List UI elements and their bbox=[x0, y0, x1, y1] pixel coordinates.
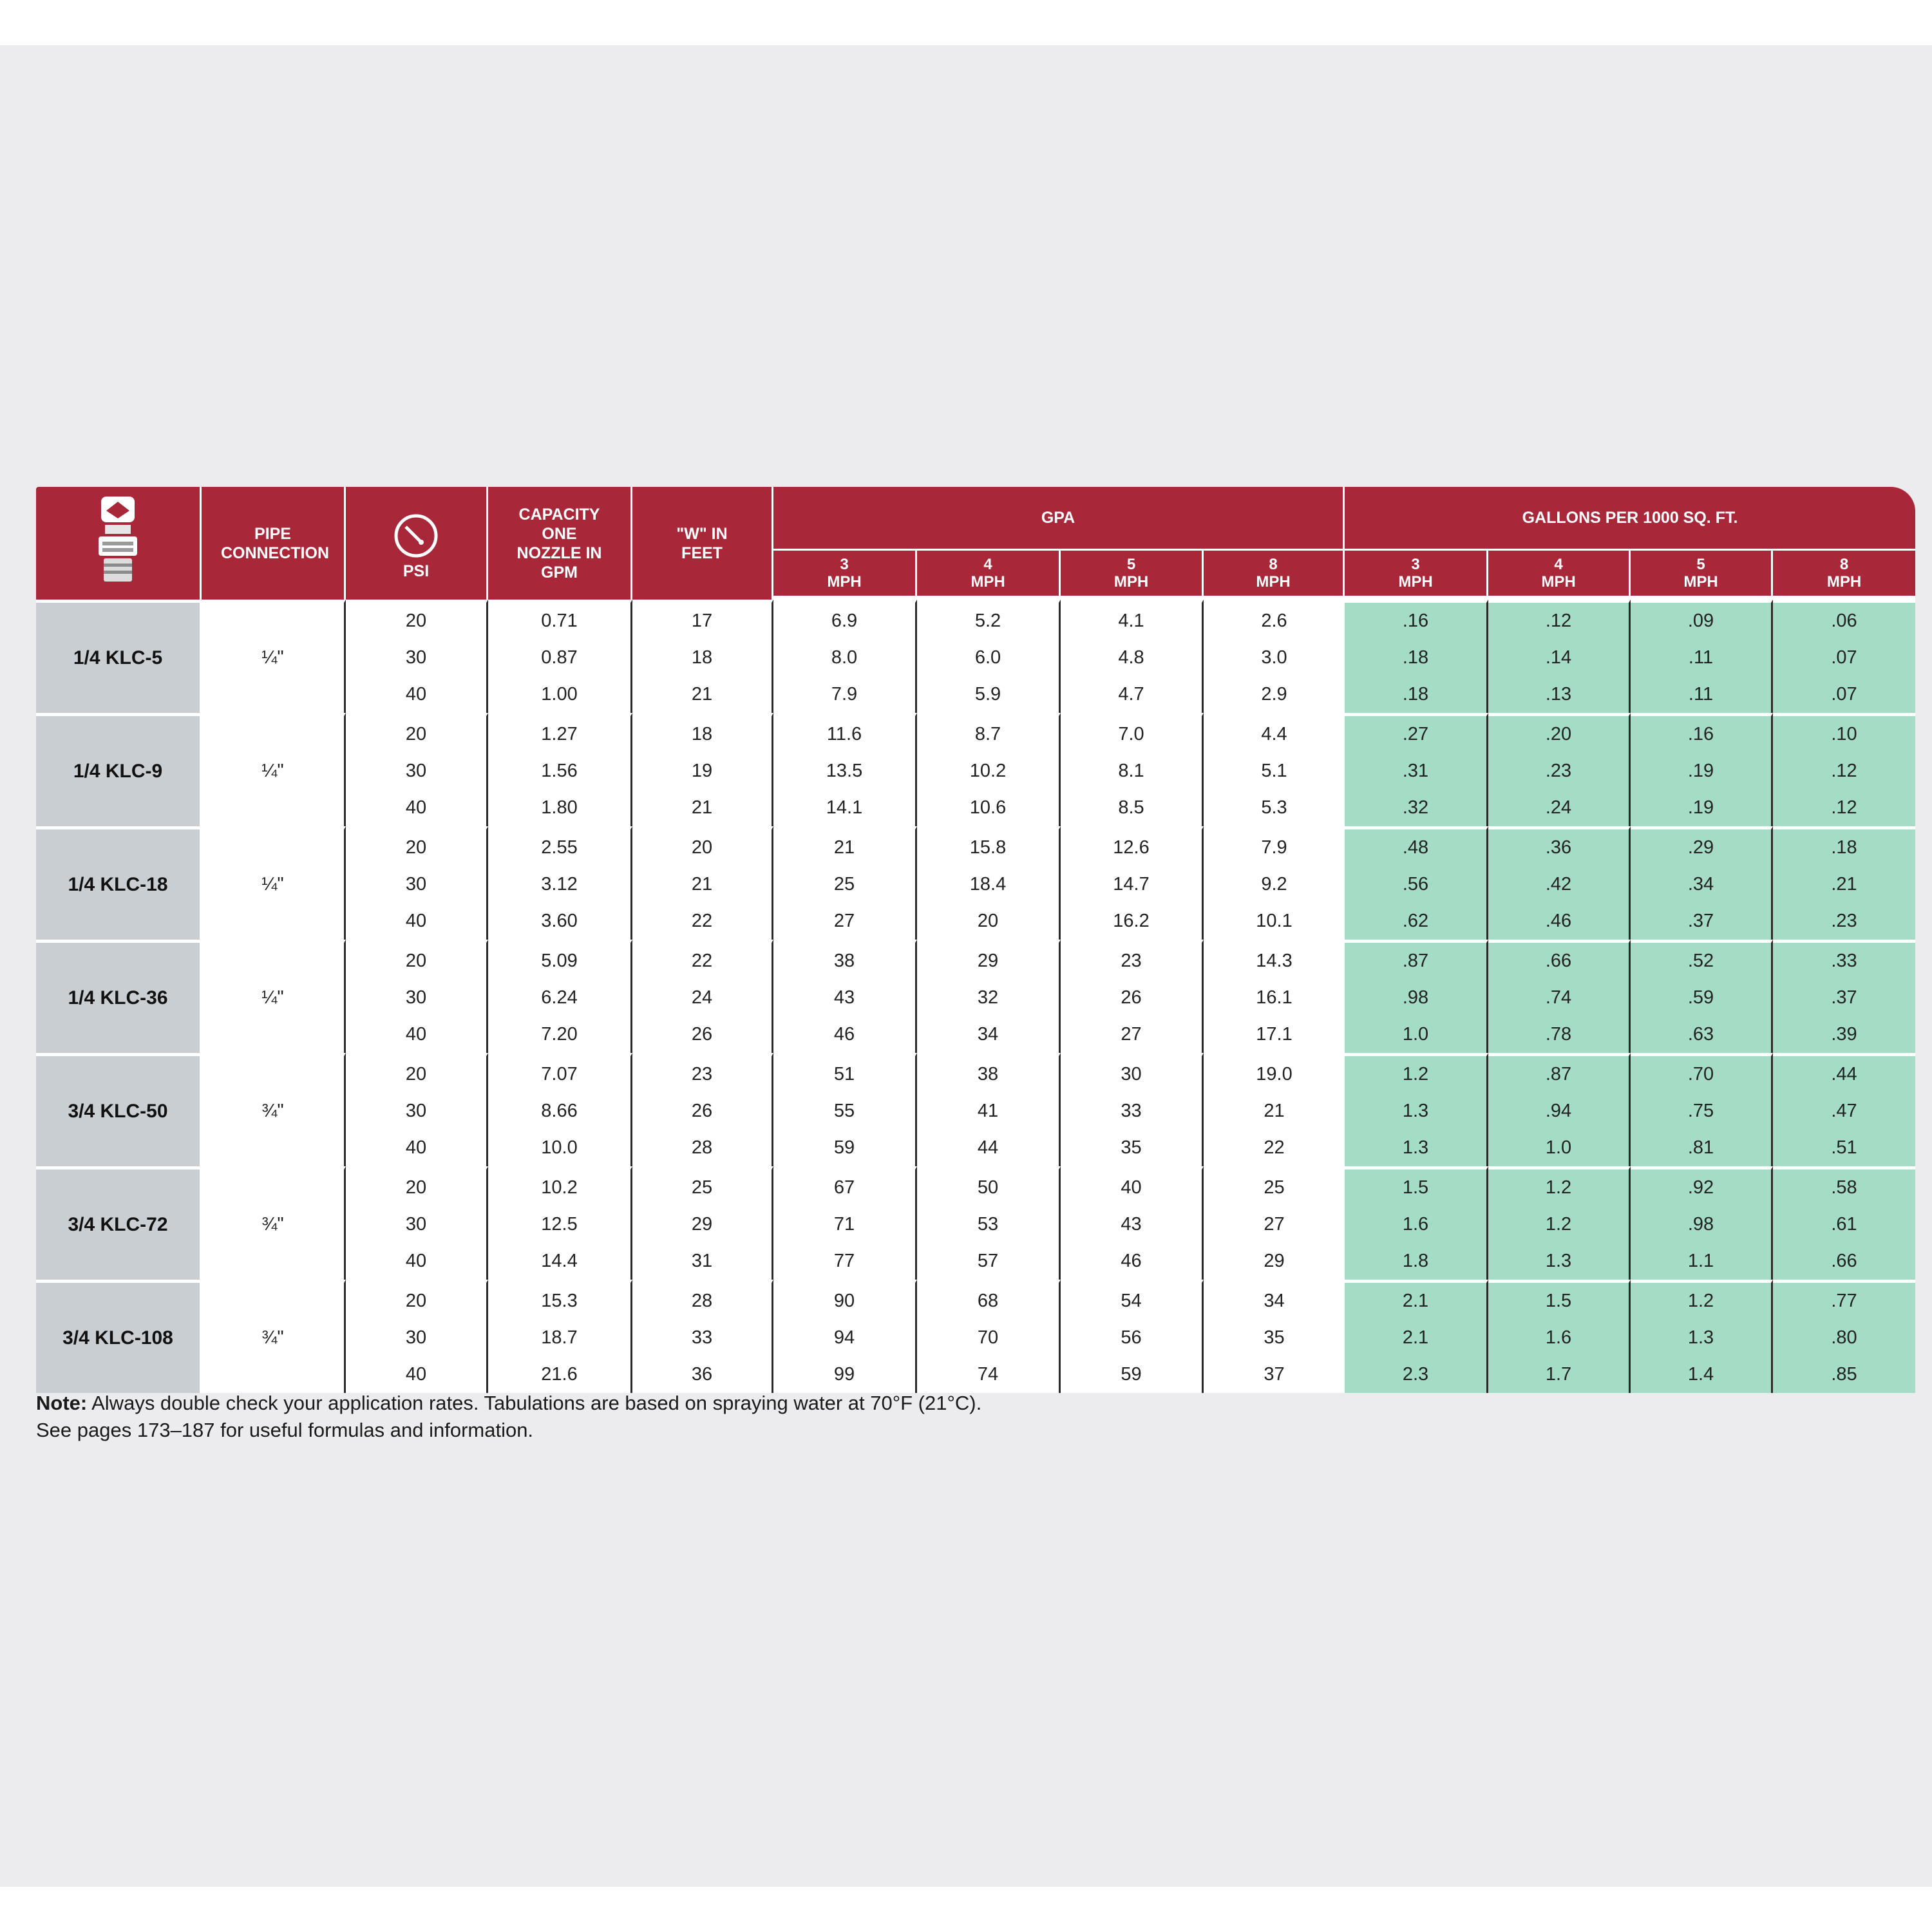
cell-gal1000-5mph: .37 bbox=[1631, 903, 1773, 940]
cell-w-feet: 33 bbox=[632, 1320, 773, 1356]
gpa-speed-8: 8 MPH bbox=[1204, 549, 1345, 600]
cell-gpa-8mph: 14.3 bbox=[1204, 940, 1345, 980]
cell-gpa-4mph: 10.6 bbox=[917, 790, 1061, 826]
col-w-in-feet: "W" IN FEET bbox=[632, 487, 773, 600]
cell-psi: 40 bbox=[346, 1356, 488, 1393]
cell-psi: 30 bbox=[346, 1093, 488, 1130]
model-name: 1/4 KLC-36 bbox=[36, 940, 202, 1053]
cell-gpa-5mph: 35 bbox=[1061, 1130, 1204, 1166]
cell-w-feet: 19 bbox=[632, 753, 773, 790]
table-row bbox=[36, 1053, 1915, 1093]
nozzle-logo-header bbox=[36, 487, 202, 600]
cell-gal1000-3mph: 1.8 bbox=[1345, 1243, 1488, 1280]
gpa-speed-5: 5 MPH bbox=[1061, 549, 1204, 600]
footnote bbox=[36, 1390, 1453, 1444]
cell-gal1000-8mph: .07 bbox=[1773, 676, 1915, 713]
pipe-connection-size: ¼" bbox=[202, 826, 346, 940]
cell-gal1000-4mph: 1.7 bbox=[1488, 1356, 1631, 1393]
psi-label: PSI bbox=[402, 562, 430, 580]
cell-gal1000-4mph: 1.5 bbox=[1488, 1280, 1631, 1320]
cell-capacity-gpm: 12.5 bbox=[488, 1206, 632, 1243]
cell-gal1000-8mph: .06 bbox=[1773, 600, 1915, 639]
cell-capacity-gpm: 15.3 bbox=[488, 1280, 632, 1320]
note-line-1: Always double check your application rates. Tabulations are based on spraying water at 70°F (21°C). bbox=[87, 1392, 982, 1414]
cell-psi: 30 bbox=[346, 639, 488, 676]
cell-w-feet: 31 bbox=[632, 1243, 773, 1280]
cell-psi: 20 bbox=[346, 1053, 488, 1093]
cell-psi: 20 bbox=[346, 940, 488, 980]
cell-gpa-5mph: 26 bbox=[1061, 980, 1204, 1016]
cell-gpa-3mph: 25 bbox=[773, 866, 917, 903]
cell-gpa-3mph: 6.9 bbox=[773, 600, 917, 639]
cell-gpa-4mph: 32 bbox=[917, 980, 1061, 1016]
cell-capacity-gpm: 5.09 bbox=[488, 940, 632, 980]
table-row bbox=[36, 940, 1915, 980]
cell-capacity-gpm: 3.60 bbox=[488, 903, 632, 940]
cell-gpa-5mph: 43 bbox=[1061, 1206, 1204, 1243]
cell-capacity-gpm: 14.4 bbox=[488, 1243, 632, 1280]
cell-gpa-3mph: 90 bbox=[773, 1280, 917, 1320]
cell-gal1000-3mph: 1.2 bbox=[1345, 1053, 1488, 1093]
cell-gal1000-3mph: 2.1 bbox=[1345, 1280, 1488, 1320]
cell-psi: 20 bbox=[346, 826, 488, 866]
cell-gal1000-3mph: .18 bbox=[1345, 639, 1488, 676]
cell-gal1000-4mph: 1.2 bbox=[1488, 1206, 1631, 1243]
pipe-connection-size: ¾" bbox=[202, 1280, 346, 1393]
cell-gal1000-4mph: .12 bbox=[1488, 600, 1631, 639]
cell-gal1000-8mph: .58 bbox=[1773, 1166, 1915, 1206]
cell-gal1000-8mph: .12 bbox=[1773, 753, 1915, 790]
cell-gpa-4mph: 53 bbox=[917, 1206, 1061, 1243]
cell-capacity-gpm: 7.07 bbox=[488, 1053, 632, 1093]
note-label: Note: bbox=[36, 1392, 88, 1414]
cell-gal1000-5mph: .98 bbox=[1631, 1206, 1773, 1243]
cell-gpa-4mph: 20 bbox=[917, 903, 1061, 940]
cell-gpa-5mph: 4.7 bbox=[1061, 676, 1204, 713]
cell-gpa-4mph: 8.7 bbox=[917, 713, 1061, 753]
table-row bbox=[36, 713, 1915, 753]
col-psi bbox=[346, 487, 488, 600]
cell-gpa-8mph: 2.9 bbox=[1204, 676, 1345, 713]
cell-w-feet: 22 bbox=[632, 940, 773, 980]
cell-psi: 40 bbox=[346, 1130, 488, 1166]
cell-w-feet: 25 bbox=[632, 1166, 773, 1206]
cell-gpa-8mph: 2.6 bbox=[1204, 600, 1345, 639]
col-group-gpa: GPA bbox=[773, 487, 1345, 549]
cell-gpa-3mph: 8.0 bbox=[773, 639, 917, 676]
cell-w-feet: 21 bbox=[632, 866, 773, 903]
cell-gal1000-3mph: .27 bbox=[1345, 713, 1488, 753]
cell-gal1000-4mph: .13 bbox=[1488, 676, 1631, 713]
cell-gpa-3mph: 11.6 bbox=[773, 713, 917, 753]
cell-w-feet: 28 bbox=[632, 1130, 773, 1166]
cell-psi: 20 bbox=[346, 1166, 488, 1206]
cell-gal1000-5mph: .63 bbox=[1631, 1016, 1773, 1053]
cell-gpa-5mph: 59 bbox=[1061, 1356, 1204, 1393]
cell-gpa-5mph: 4.1 bbox=[1061, 600, 1204, 639]
cell-w-feet: 23 bbox=[632, 1053, 773, 1093]
cell-gal1000-5mph: .70 bbox=[1631, 1053, 1773, 1093]
cell-capacity-gpm: 1.56 bbox=[488, 753, 632, 790]
cell-gal1000-5mph: .19 bbox=[1631, 790, 1773, 826]
cell-gpa-4mph: 38 bbox=[917, 1053, 1061, 1093]
cell-w-feet: 21 bbox=[632, 790, 773, 826]
cell-gpa-8mph: 22 bbox=[1204, 1130, 1345, 1166]
cell-w-feet: 36 bbox=[632, 1356, 773, 1393]
cell-gal1000-8mph: .33 bbox=[1773, 940, 1915, 980]
cell-gal1000-3mph: .62 bbox=[1345, 903, 1488, 940]
model-name: 3/4 KLC-108 bbox=[36, 1280, 202, 1393]
cell-gal1000-8mph: .51 bbox=[1773, 1130, 1915, 1166]
cell-capacity-gpm: 10.2 bbox=[488, 1166, 632, 1206]
cell-gpa-3mph: 21 bbox=[773, 826, 917, 866]
cell-gal1000-5mph: 1.2 bbox=[1631, 1280, 1773, 1320]
cell-gal1000-4mph: .74 bbox=[1488, 980, 1631, 1016]
cell-gal1000-8mph: .80 bbox=[1773, 1320, 1915, 1356]
cell-gpa-4mph: 57 bbox=[917, 1243, 1061, 1280]
nozzle-icon bbox=[92, 493, 144, 589]
cell-gal1000-3mph: .98 bbox=[1345, 980, 1488, 1016]
cell-gpa-3mph: 77 bbox=[773, 1243, 917, 1280]
gal1000-speed-3: 3 MPH bbox=[1345, 549, 1488, 600]
cell-capacity-gpm: 6.24 bbox=[488, 980, 632, 1016]
cell-capacity-gpm: 2.55 bbox=[488, 826, 632, 866]
cell-gpa-8mph: 29 bbox=[1204, 1243, 1345, 1280]
cell-gal1000-8mph: .23 bbox=[1773, 903, 1915, 940]
spray-tip-table bbox=[36, 487, 1915, 1393]
cell-gal1000-3mph: 2.1 bbox=[1345, 1320, 1488, 1356]
cell-gal1000-3mph: .87 bbox=[1345, 940, 1488, 980]
cell-gal1000-5mph: .59 bbox=[1631, 980, 1773, 1016]
model-name: 1/4 KLC-9 bbox=[36, 713, 202, 826]
cell-gpa-8mph: 25 bbox=[1204, 1166, 1345, 1206]
cell-gpa-4mph: 5.9 bbox=[917, 676, 1061, 713]
cell-gpa-5mph: 14.7 bbox=[1061, 866, 1204, 903]
cell-gal1000-4mph: 1.3 bbox=[1488, 1243, 1631, 1280]
cell-gpa-5mph: 7.0 bbox=[1061, 713, 1204, 753]
pipe-connection-size: ¼" bbox=[202, 600, 346, 713]
cell-capacity-gpm: 8.66 bbox=[488, 1093, 632, 1130]
model-name: 1/4 KLC-18 bbox=[36, 826, 202, 940]
cell-gal1000-4mph: .46 bbox=[1488, 903, 1631, 940]
cell-gal1000-8mph: .47 bbox=[1773, 1093, 1915, 1130]
cell-psi: 30 bbox=[346, 753, 488, 790]
cell-gal1000-5mph: .11 bbox=[1631, 639, 1773, 676]
cell-gpa-4mph: 5.2 bbox=[917, 600, 1061, 639]
cell-psi: 20 bbox=[346, 713, 488, 753]
cell-gpa-3mph: 7.9 bbox=[773, 676, 917, 713]
cell-gal1000-8mph: .10 bbox=[1773, 713, 1915, 753]
cell-gal1000-4mph: .94 bbox=[1488, 1093, 1631, 1130]
cell-gpa-8mph: 17.1 bbox=[1204, 1016, 1345, 1053]
cell-psi: 30 bbox=[346, 1320, 488, 1356]
cell-gpa-4mph: 15.8 bbox=[917, 826, 1061, 866]
cell-capacity-gpm: 7.20 bbox=[488, 1016, 632, 1053]
cell-gal1000-4mph: .66 bbox=[1488, 940, 1631, 980]
cell-gpa-5mph: 8.5 bbox=[1061, 790, 1204, 826]
cell-gal1000-4mph: 1.6 bbox=[1488, 1320, 1631, 1356]
cell-gpa-5mph: 54 bbox=[1061, 1280, 1204, 1320]
spray-tip-table-container bbox=[36, 487, 1915, 1393]
cell-gpa-4mph: 41 bbox=[917, 1093, 1061, 1130]
table-row bbox=[36, 1280, 1915, 1320]
cell-gal1000-5mph: .52 bbox=[1631, 940, 1773, 980]
cell-gal1000-5mph: .92 bbox=[1631, 1166, 1773, 1206]
cell-gal1000-5mph: .11 bbox=[1631, 676, 1773, 713]
cell-gpa-4mph: 6.0 bbox=[917, 639, 1061, 676]
cell-gpa-3mph: 51 bbox=[773, 1053, 917, 1093]
pipe-connection-size: ¾" bbox=[202, 1166, 346, 1280]
cell-gpa-4mph: 10.2 bbox=[917, 753, 1061, 790]
cell-w-feet: 17 bbox=[632, 600, 773, 639]
cell-gal1000-3mph: .18 bbox=[1345, 676, 1488, 713]
cell-psi: 20 bbox=[346, 600, 488, 639]
cell-gpa-8mph: 27 bbox=[1204, 1206, 1345, 1243]
cell-capacity-gpm: 10.0 bbox=[488, 1130, 632, 1166]
cell-gpa-8mph: 10.1 bbox=[1204, 903, 1345, 940]
cell-gpa-5mph: 23 bbox=[1061, 940, 1204, 980]
cell-capacity-gpm: 1.80 bbox=[488, 790, 632, 826]
cell-gpa-3mph: 38 bbox=[773, 940, 917, 980]
gal1000-speed-5: 5 MPH bbox=[1631, 549, 1773, 600]
cell-gal1000-5mph: .09 bbox=[1631, 600, 1773, 639]
cell-gpa-4mph: 70 bbox=[917, 1320, 1061, 1356]
gal1000-speed-8: 8 MPH bbox=[1773, 549, 1915, 600]
cell-gpa-4mph: 50 bbox=[917, 1166, 1061, 1206]
gpa-speed-3: 3 MPH bbox=[773, 549, 917, 600]
cell-gpa-8mph: 16.1 bbox=[1204, 980, 1345, 1016]
cell-w-feet: 26 bbox=[632, 1016, 773, 1053]
cell-gpa-5mph: 16.2 bbox=[1061, 903, 1204, 940]
note-line-2: See pages 173–187 for useful formulas and information. bbox=[36, 1419, 534, 1441]
cell-gal1000-3mph: .32 bbox=[1345, 790, 1488, 826]
cell-gal1000-3mph: .31 bbox=[1345, 753, 1488, 790]
table-row bbox=[36, 826, 1915, 866]
cell-gpa-3mph: 71 bbox=[773, 1206, 917, 1243]
cell-psi: 30 bbox=[346, 1206, 488, 1243]
cell-gpa-8mph: 5.3 bbox=[1204, 790, 1345, 826]
cell-gpa-8mph: 3.0 bbox=[1204, 639, 1345, 676]
cell-gal1000-8mph: .07 bbox=[1773, 639, 1915, 676]
cell-gpa-3mph: 46 bbox=[773, 1016, 917, 1053]
cell-gal1000-3mph: .48 bbox=[1345, 826, 1488, 866]
cell-gal1000-3mph: 1.0 bbox=[1345, 1016, 1488, 1053]
cell-psi: 40 bbox=[346, 903, 488, 940]
cell-gal1000-4mph: .20 bbox=[1488, 713, 1631, 753]
cell-psi: 40 bbox=[346, 676, 488, 713]
cell-gal1000-8mph: .66 bbox=[1773, 1243, 1915, 1280]
cell-gpa-5mph: 4.8 bbox=[1061, 639, 1204, 676]
cell-gpa-5mph: 40 bbox=[1061, 1166, 1204, 1206]
cell-gal1000-4mph: .87 bbox=[1488, 1053, 1631, 1093]
cell-gpa-4mph: 29 bbox=[917, 940, 1061, 980]
cell-w-feet: 29 bbox=[632, 1206, 773, 1243]
cell-gpa-3mph: 94 bbox=[773, 1320, 917, 1356]
cell-gal1000-8mph: .18 bbox=[1773, 826, 1915, 866]
cell-w-feet: 24 bbox=[632, 980, 773, 1016]
cell-gal1000-8mph: .85 bbox=[1773, 1356, 1915, 1393]
cell-gal1000-8mph: .77 bbox=[1773, 1280, 1915, 1320]
pipe-connection-size: ¼" bbox=[202, 713, 346, 826]
cell-gpa-5mph: 30 bbox=[1061, 1053, 1204, 1093]
gal1000-speed-4: 4 MPH bbox=[1488, 549, 1631, 600]
cell-gal1000-3mph: 1.6 bbox=[1345, 1206, 1488, 1243]
cell-gal1000-4mph: .14 bbox=[1488, 639, 1631, 676]
cell-gpa-5mph: 46 bbox=[1061, 1243, 1204, 1280]
cell-w-feet: 26 bbox=[632, 1093, 773, 1130]
cell-gpa-3mph: 99 bbox=[773, 1356, 917, 1393]
cell-psi: 40 bbox=[346, 790, 488, 826]
cell-psi: 30 bbox=[346, 980, 488, 1016]
cell-w-feet: 28 bbox=[632, 1280, 773, 1320]
cell-gal1000-5mph: .29 bbox=[1631, 826, 1773, 866]
pipe-connection-size: ¼" bbox=[202, 940, 346, 1053]
table-body bbox=[36, 600, 1915, 1393]
cell-gal1000-5mph: .81 bbox=[1631, 1130, 1773, 1166]
cell-gal1000-8mph: .21 bbox=[1773, 866, 1915, 903]
table-row bbox=[36, 1166, 1915, 1206]
cell-w-feet: 18 bbox=[632, 713, 773, 753]
cell-gal1000-5mph: 1.4 bbox=[1631, 1356, 1773, 1393]
cell-gal1000-4mph: .23 bbox=[1488, 753, 1631, 790]
pressure-gauge-icon bbox=[393, 513, 439, 559]
cell-gpa-8mph: 4.4 bbox=[1204, 713, 1345, 753]
cell-gal1000-4mph: 1.0 bbox=[1488, 1130, 1631, 1166]
gpa-speed-4: 4 MPH bbox=[917, 549, 1061, 600]
cell-capacity-gpm: 21.6 bbox=[488, 1356, 632, 1393]
cell-gal1000-3mph: .56 bbox=[1345, 866, 1488, 903]
cell-gal1000-4mph: .78 bbox=[1488, 1016, 1631, 1053]
cell-gpa-8mph: 37 bbox=[1204, 1356, 1345, 1393]
cell-capacity-gpm: 1.00 bbox=[488, 676, 632, 713]
cell-gpa-3mph: 14.1 bbox=[773, 790, 917, 826]
cell-gpa-5mph: 27 bbox=[1061, 1016, 1204, 1053]
cell-gal1000-8mph: .37 bbox=[1773, 980, 1915, 1016]
cell-gpa-3mph: 43 bbox=[773, 980, 917, 1016]
cell-gal1000-3mph: 2.3 bbox=[1345, 1356, 1488, 1393]
cell-gal1000-3mph: 1.3 bbox=[1345, 1093, 1488, 1130]
cell-gpa-3mph: 13.5 bbox=[773, 753, 917, 790]
col-pipe-connection: PIPE CONNECTION bbox=[202, 487, 346, 600]
cell-gal1000-5mph: .34 bbox=[1631, 866, 1773, 903]
cell-gpa-8mph: 5.1 bbox=[1204, 753, 1345, 790]
cell-gal1000-8mph: .44 bbox=[1773, 1053, 1915, 1093]
cell-gal1000-3mph: 1.3 bbox=[1345, 1130, 1488, 1166]
model-name: 3/4 KLC-50 bbox=[36, 1053, 202, 1166]
table-row bbox=[36, 600, 1915, 639]
cell-capacity-gpm: 0.87 bbox=[488, 639, 632, 676]
cell-w-feet: 20 bbox=[632, 826, 773, 866]
model-name: 3/4 KLC-72 bbox=[36, 1166, 202, 1280]
cell-gpa-4mph: 34 bbox=[917, 1016, 1061, 1053]
cell-gal1000-5mph: 1.3 bbox=[1631, 1320, 1773, 1356]
cell-gpa-4mph: 44 bbox=[917, 1130, 1061, 1166]
cell-gpa-5mph: 56 bbox=[1061, 1320, 1204, 1356]
cell-gpa-3mph: 59 bbox=[773, 1130, 917, 1166]
cell-gpa-8mph: 9.2 bbox=[1204, 866, 1345, 903]
cell-gpa-8mph: 19.0 bbox=[1204, 1053, 1345, 1093]
cell-gpa-4mph: 74 bbox=[917, 1356, 1061, 1393]
cell-gpa-5mph: 8.1 bbox=[1061, 753, 1204, 790]
cell-gal1000-3mph: 1.5 bbox=[1345, 1166, 1488, 1206]
cell-gpa-8mph: 21 bbox=[1204, 1093, 1345, 1130]
cell-gal1000-3mph: .16 bbox=[1345, 600, 1488, 639]
cell-gal1000-8mph: .12 bbox=[1773, 790, 1915, 826]
pipe-connection-size: ¾" bbox=[202, 1053, 346, 1166]
cell-gal1000-4mph: .24 bbox=[1488, 790, 1631, 826]
cell-psi: 40 bbox=[346, 1016, 488, 1053]
cell-w-feet: 22 bbox=[632, 903, 773, 940]
cell-gpa-8mph: 7.9 bbox=[1204, 826, 1345, 866]
cell-gpa-8mph: 35 bbox=[1204, 1320, 1345, 1356]
cell-gpa-3mph: 55 bbox=[773, 1093, 917, 1130]
cell-psi: 30 bbox=[346, 866, 488, 903]
cell-w-feet: 18 bbox=[632, 639, 773, 676]
col-capacity: CAPACITY ONE NOZZLE IN GPM bbox=[488, 487, 632, 600]
cell-gal1000-4mph: .42 bbox=[1488, 866, 1631, 903]
cell-gpa-3mph: 67 bbox=[773, 1166, 917, 1206]
cell-gal1000-5mph: .19 bbox=[1631, 753, 1773, 790]
cell-gal1000-5mph: .16 bbox=[1631, 713, 1773, 753]
cell-capacity-gpm: 18.7 bbox=[488, 1320, 632, 1356]
cell-gal1000-5mph: 1.1 bbox=[1631, 1243, 1773, 1280]
col-group-gallons-per-1000: GALLONS PER 1000 SQ. FT. bbox=[1345, 487, 1915, 549]
cell-capacity-gpm: 3.12 bbox=[488, 866, 632, 903]
cell-gal1000-8mph: .61 bbox=[1773, 1206, 1915, 1243]
cell-gpa-3mph: 27 bbox=[773, 903, 917, 940]
cell-gal1000-4mph: .36 bbox=[1488, 826, 1631, 866]
cell-gpa-4mph: 68 bbox=[917, 1280, 1061, 1320]
cell-gpa-4mph: 18.4 bbox=[917, 866, 1061, 903]
cell-gal1000-8mph: .39 bbox=[1773, 1016, 1915, 1053]
cell-w-feet: 21 bbox=[632, 676, 773, 713]
cell-gpa-5mph: 33 bbox=[1061, 1093, 1204, 1130]
cell-psi: 40 bbox=[346, 1243, 488, 1280]
model-name: 1/4 KLC-5 bbox=[36, 600, 202, 713]
cell-capacity-gpm: 0.71 bbox=[488, 600, 632, 639]
cell-gal1000-4mph: 1.2 bbox=[1488, 1166, 1631, 1206]
cell-capacity-gpm: 1.27 bbox=[488, 713, 632, 753]
cell-gal1000-5mph: .75 bbox=[1631, 1093, 1773, 1130]
cell-gpa-8mph: 34 bbox=[1204, 1280, 1345, 1320]
cell-gpa-5mph: 12.6 bbox=[1061, 826, 1204, 866]
cell-psi: 20 bbox=[346, 1280, 488, 1320]
